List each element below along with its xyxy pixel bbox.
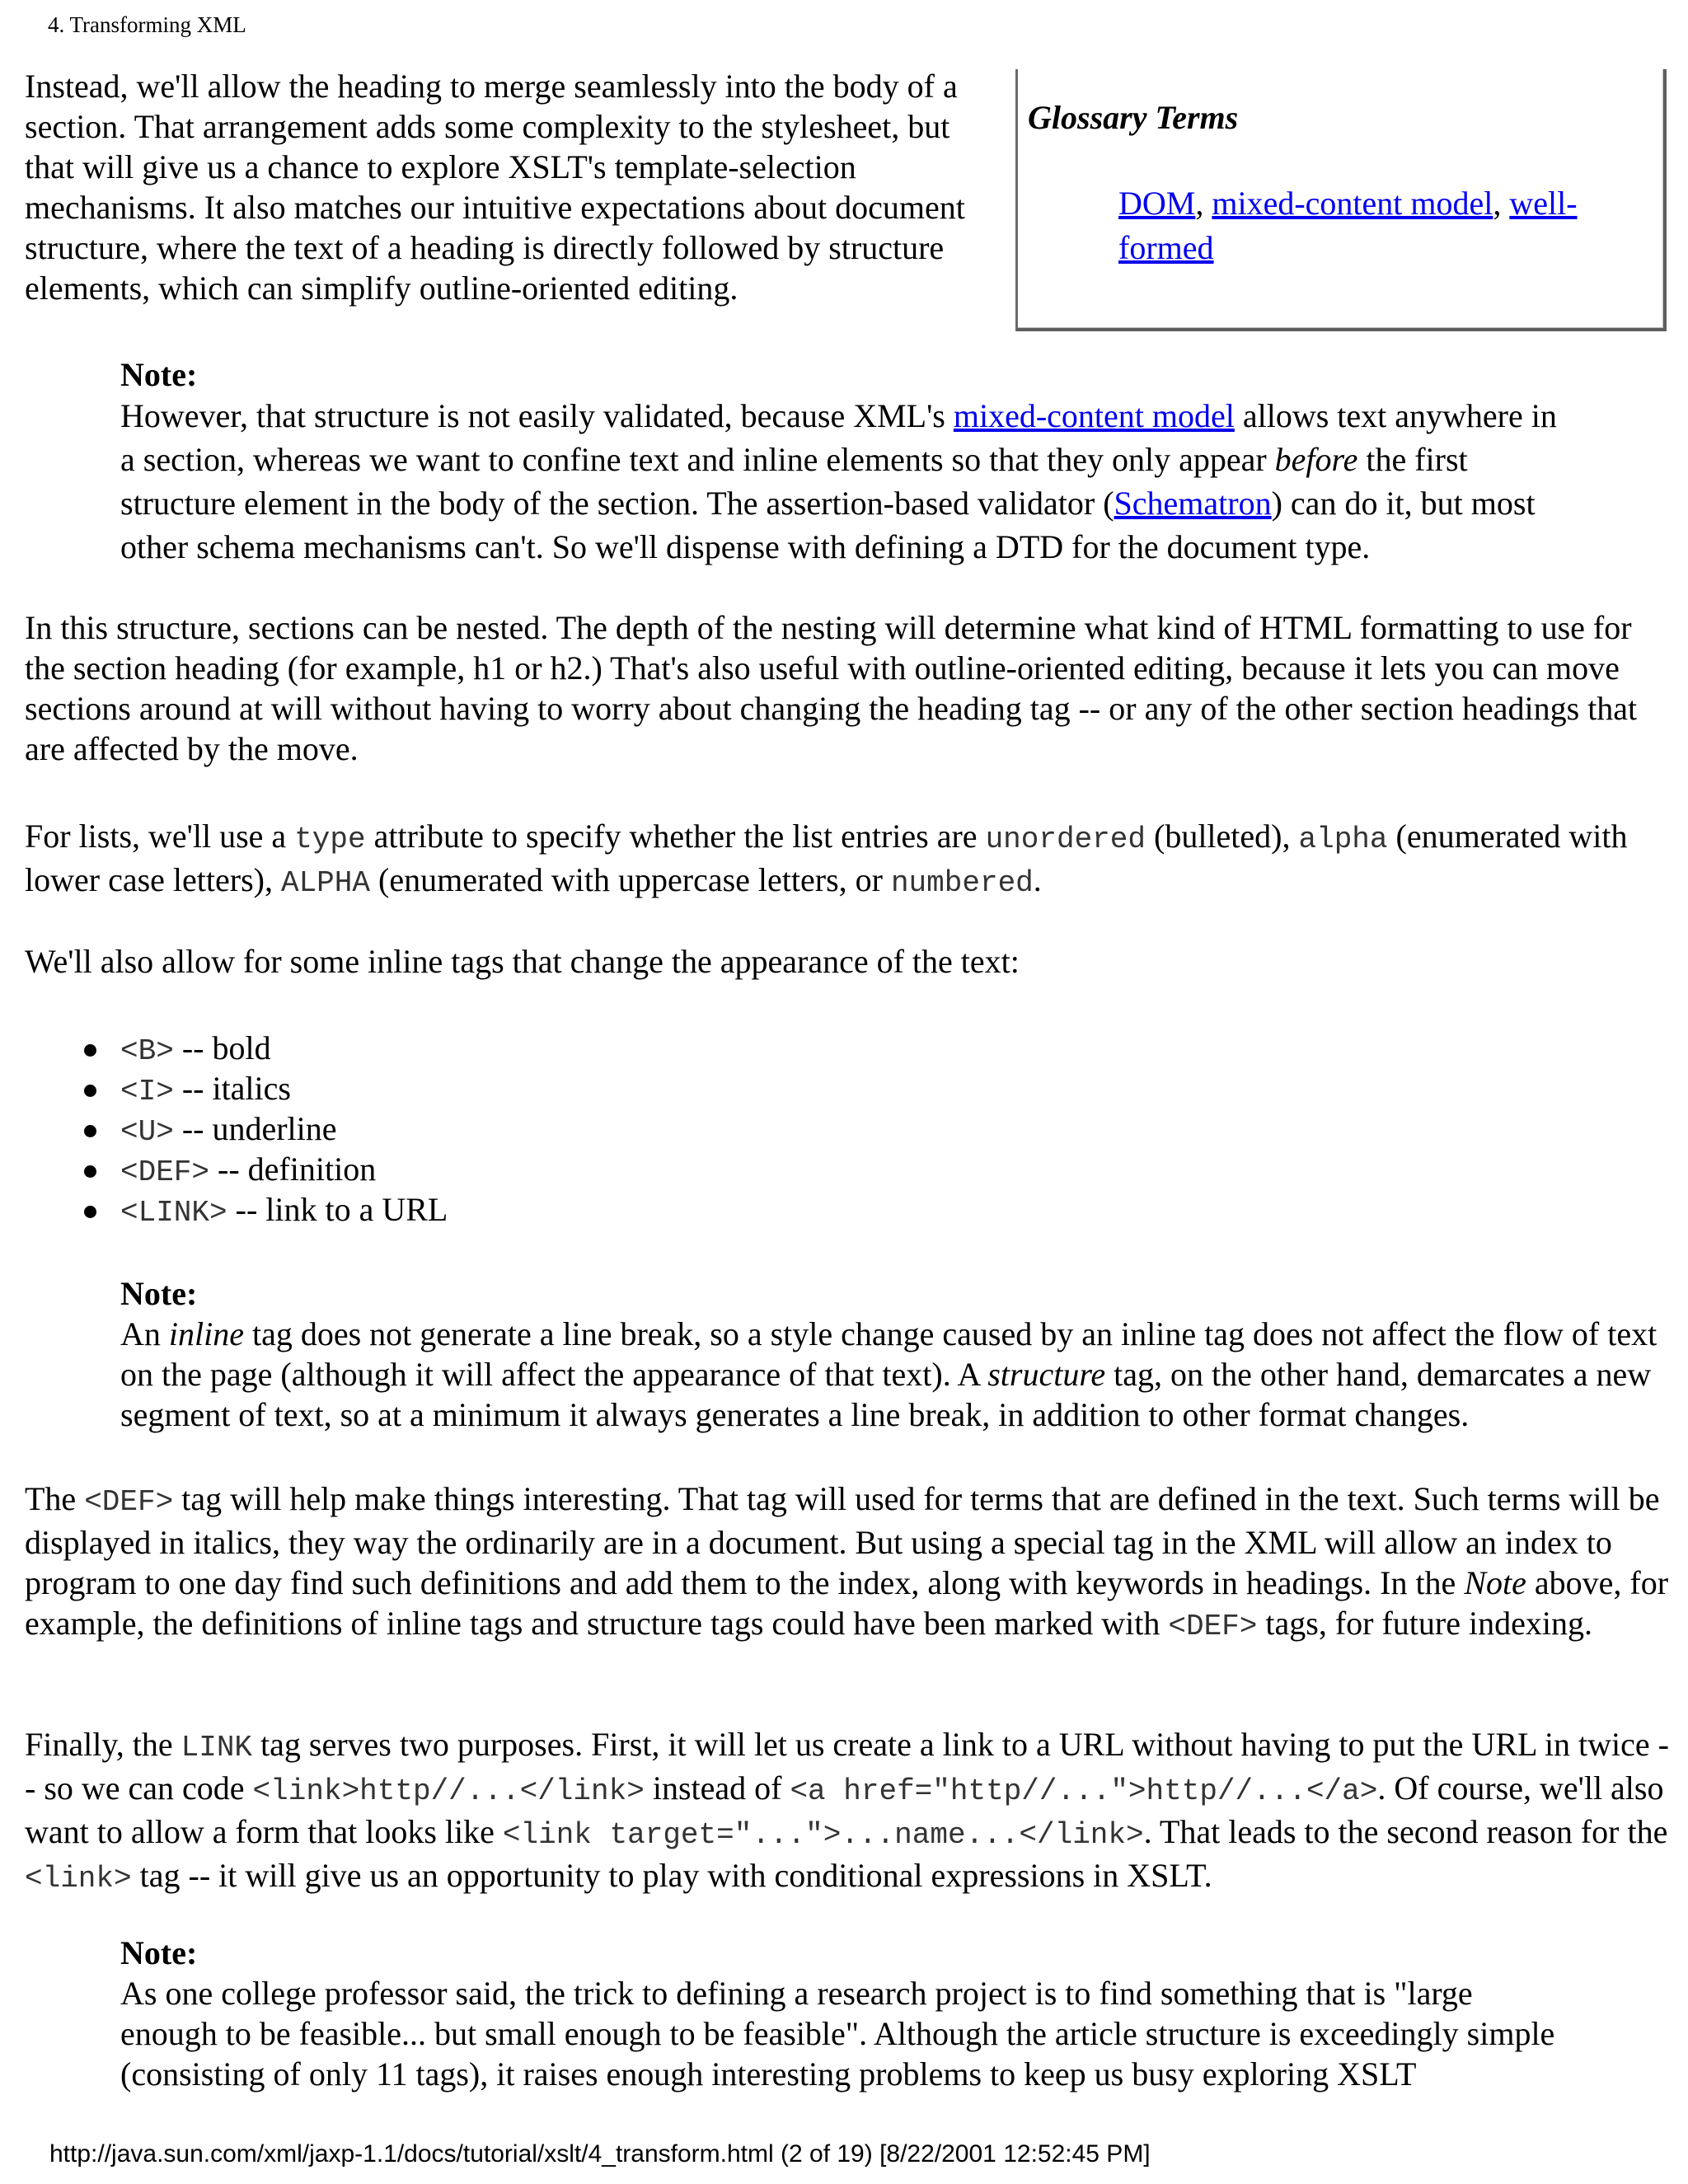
list-item: <I> -- italics (78, 1068, 448, 1108)
code-alpha: alpha (1298, 823, 1388, 856)
note-body: However, that structure is not easily validated, because XML's mixed-content model allows text anywhere in a section, whereas we want to confine text and inline elements so that they only appear before the first structure element in the body of the section. The assertion-based validator (Schematron) can do it, but most other schema mechanisms can't. So we'll dispense with defining a DTD for the document type. (120, 397, 1557, 565)
paragraph-inline-intro: We'll also allow for some inline tags that change the appearance of the text: (25, 943, 1020, 980)
glossary-link-dom[interactable]: DOM (1118, 185, 1196, 222)
code-numbered: numbered (890, 866, 1034, 900)
paragraph-nesting: In this structure, sections can be nested. The depth of the nesting will determine what kind of HTML formatting to use for the section heading (for example, h1 or h2.) That's also useful with outline-oriented editing, because it lets you can move sections around at will without having to worry about changing the heading tag -- or any of the other section headings that are affected by the move. (25, 609, 1638, 767)
page-header: 4. Transforming XML (48, 12, 246, 37)
schematron-link[interactable]: Schematron (1114, 485, 1272, 522)
glossary-separator: , (1493, 185, 1510, 222)
note-body: An inline tag does not generate a line break, so a style change caused by an inline tag does not affect the flow of text on the page (although it will affect the appearance of that text). A structure tag, on the other hand, demarcates a new segment of text, so at a minimum it always generates a line break, in addition to other format changes. (120, 1315, 1658, 1433)
code-unordered: unordered (985, 823, 1146, 856)
bullet-icon (84, 1125, 96, 1137)
bullet-icon (84, 1044, 96, 1057)
code-type: type (294, 823, 366, 856)
note-title: Note: (120, 1275, 198, 1312)
note-title: Note: (120, 1934, 198, 1971)
bullet-icon (84, 1206, 96, 1218)
glossary-link-well-formed[interactable]: well-formed (1118, 185, 1578, 266)
paragraph-lists: For lists, we'll use a type attribute to specify whether the list entries are unordered (bulleted), alpha (enumerated with lower case letters), ALPHA (enumerated with uppercase letters, or numbered. (25, 818, 1628, 900)
list-item: <DEF> -- definition (78, 1149, 448, 1189)
note-inline-structure (120, 1273, 1670, 1435)
note-validation (120, 353, 1571, 569)
list-item: <B> -- bold (78, 1028, 448, 1068)
glossary-box (1015, 69, 1667, 331)
note-research-project (120, 1933, 1571, 2094)
inline-tags-list (78, 1028, 448, 1230)
paragraph-link-tag: Finally, the LINK tag serves two purposes. First, it will let us create a link to a URL without having to put the URL in twice -- so we can code <link>http//...</link> instead of <a href="http//...">http//...</a>. Of course, we'll also want to allow a form that looks like <link target="...">...name...</link>. That leads to the second reason for the <link> tag -- it will give us an opportunity to play with conditional expressions in XSLT. (25, 1726, 1669, 1896)
bullet-icon (84, 1165, 96, 1178)
intro-paragraph: Instead, we'll allow the heading to merge seamlessly into the body of a section. That arrangement adds some complexity to the stylesheet, but that will give us a chance to explore XSLT's template-selection mechanisms. It also matches our intuitive expectations about document structure, where the text of a heading is directly followed by structure elements, which can simplify outline-oriented editing. (25, 68, 965, 307)
glossary-title: Glossary Terms (1028, 99, 1239, 136)
glossary-link-mixed-content-model[interactable]: mixed-content model (1212, 185, 1493, 222)
note-body: As one college professor said, the trick to defining a research project is to find something that is "large enough to be feasible... but small enough to be feasible". Although the article structure is exceedingly simple (consisting of only 11 tags), it raises enough interesting problems to keep us busy exploring XSLT (120, 1975, 1555, 2093)
list-item: <LINK> -- link to a URL (78, 1189, 448, 1230)
list-item: <U> -- underline (78, 1108, 448, 1149)
code-ALPHA: ALPHA (280, 866, 370, 900)
glossary-links (1118, 181, 1629, 270)
glossary-separator: , (1195, 185, 1212, 222)
bullet-icon (84, 1085, 96, 1097)
note-title: Note: (120, 356, 198, 393)
page-footer-url: http://java.sun.com/xml/jaxp-1.1/docs/tutorial/xslt/4_transform.html (2 of 19) [8/22/2001 12:52:45 PM] (49, 2140, 1151, 2168)
paragraph-def-tag: The <DEF> tag will help make things interesting. That tag will used for terms that are defined in the text. Such terms will be displayed in italics, they way the ordinarily are in a document. But using a special tag in the XML will allow an index to program to one day find such definitions and add them to the index, along with keywords in headings. In the Note above, for example, the definitions of inline tags and structure tags could have been marked with <DEF> tags, for future indexing. (25, 1480, 1669, 1643)
mixed-content-model-link[interactable]: mixed-content model (953, 397, 1235, 434)
